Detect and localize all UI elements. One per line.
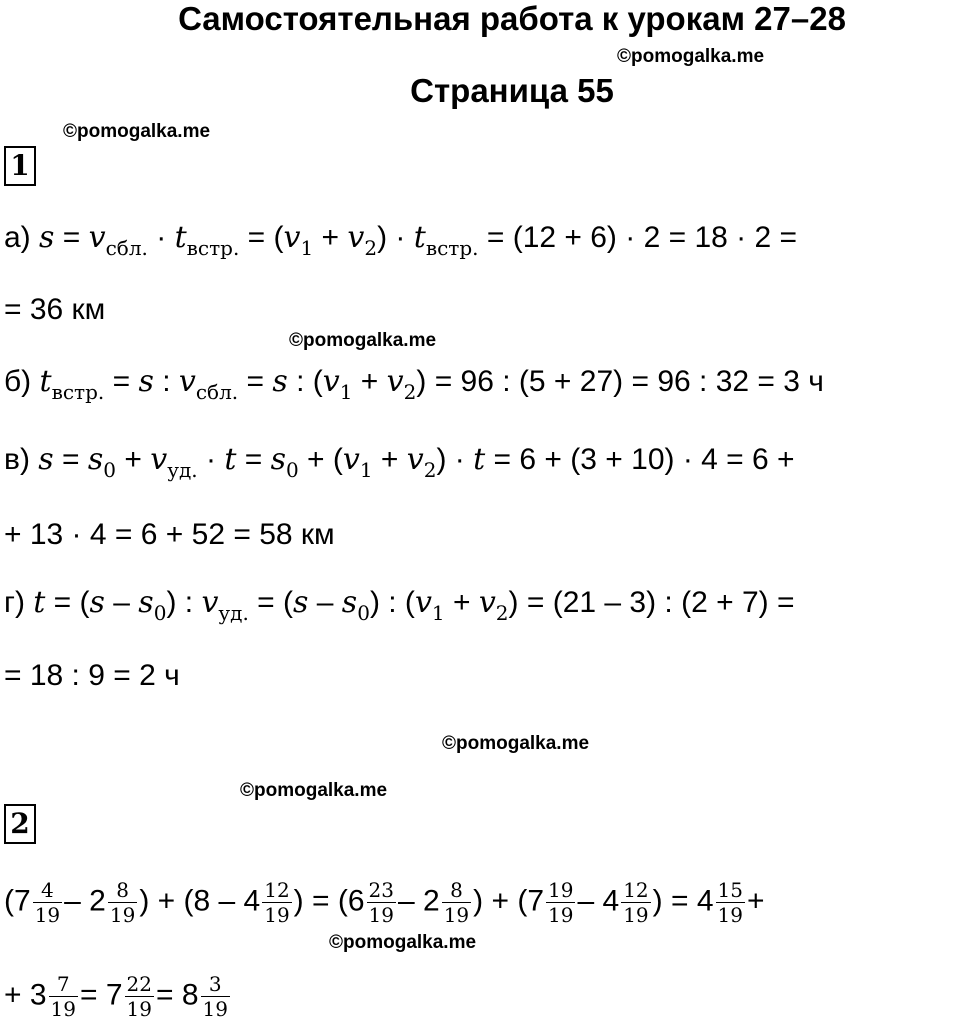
task-1v-result: = 6 + (3 + 10) · 4 = 6 + xyxy=(493,443,795,476)
watermark: ©pomogalka.me xyxy=(289,330,437,351)
task-1b-label: б) xyxy=(4,365,32,398)
task-1v-line: в) $s = s_0 + v_{уд.} \cdot t = s_0 + (v_1 + v_2) \cdot t = 6 + (3 + 10) \cdot 4 = 6$ + xyxy=(4,442,795,482)
fraction: $\frac{12}{19}$ xyxy=(264,878,290,927)
fraction: $\frac{7}{19}$ xyxy=(50,972,76,1021)
fraction: $\frac{23}{19}$ xyxy=(368,878,394,927)
task-1v-label: в) xyxy=(4,443,30,476)
task-1b-line: б) $t_{встр.} = s$ : $v_{сбл.} = s$ : $(v_1 + v_2) = 96$ : (5 + 27) = 96 : 32 = 3 ч xyxy=(4,364,824,404)
fraction: $\frac{12}{19}$ xyxy=(623,878,649,927)
task-2-line-2: + 3 $\frac{7}{19}$ = 7 $\frac{22}{19}$ = 8 $\frac{3}{19}$ xyxy=(4,972,228,1021)
watermark: ©pomogalka.me xyxy=(617,46,765,67)
page-number: Страница 55 xyxy=(410,72,614,109)
fraction: $\frac{19}{19}$ xyxy=(548,878,574,927)
task-1a-label: а) xyxy=(4,221,31,254)
task-1b-result: = 96 : (5 + 27) = 96 : 32 = 3 ч xyxy=(434,365,824,398)
watermark: ©pomogalka.me xyxy=(442,733,590,754)
task-1a-result: = (12 + 6) · 2 = 18 · 2 = xyxy=(486,221,798,254)
fraction: $\frac{3}{19}$ xyxy=(202,972,228,1021)
fraction: $\frac{8}{19}$ xyxy=(109,878,136,927)
task-1a-line: а) $s = v_{сбл.} \cdot t_{встр.} = (v_1 + v_2) \cdot t_{встр.} = (12 + 6) \cdot 2 = 18 \cdot 2$ = xyxy=(4,220,798,260)
page-title: Самостоятельная работа к урокам 27–28 xyxy=(178,0,846,37)
task-1a-line-2: = 36 км xyxy=(4,293,106,326)
task-1g-line-2: = 18 : 9 = 2 ч xyxy=(4,659,180,692)
task-1g-result: = (21 – 3) : (2 + 7) = xyxy=(526,586,795,619)
task-1g-line: г) $t = (s - s_0)$ : $v_{уд.} = (s - s_0)$ : $(v_1 + v_2) = (21 - 3)$ : (2 + 7) = xyxy=(4,585,795,625)
fraction: $\frac{22}{19}$ xyxy=(126,972,152,1021)
fraction: $\frac{4}{19}$ xyxy=(34,878,61,927)
task-1g-label: г) xyxy=(4,586,25,619)
watermark: ©pomogalka.me xyxy=(329,932,477,953)
fraction: $\frac{15}{19}$ xyxy=(717,878,743,927)
watermark: ©pomogalka.me xyxy=(240,780,388,801)
task-2-number: 2 xyxy=(4,804,36,844)
task-2-line-1: (7 $\frac{4}{19}$ – 2 $\frac{8}{19}$ ) + (8 – 4 $\frac{12}{19}$ ) = (6 $\frac{23}{19}$ – 2 $\frac{8}{19}$ ) + (7 $\frac{19}{19}$ – 4 $\frac{12}{19}$ ) = 4 $\frac{15}{19}$ + xyxy=(4,878,765,927)
watermark: ©pomogalka.me xyxy=(63,121,211,142)
task-1v-line-2: + 13 · 4 = 6 + 52 = 58 км xyxy=(4,518,335,551)
task-1-number: 1 xyxy=(4,146,36,186)
fraction: $\frac{8}{19}$ xyxy=(443,878,470,927)
